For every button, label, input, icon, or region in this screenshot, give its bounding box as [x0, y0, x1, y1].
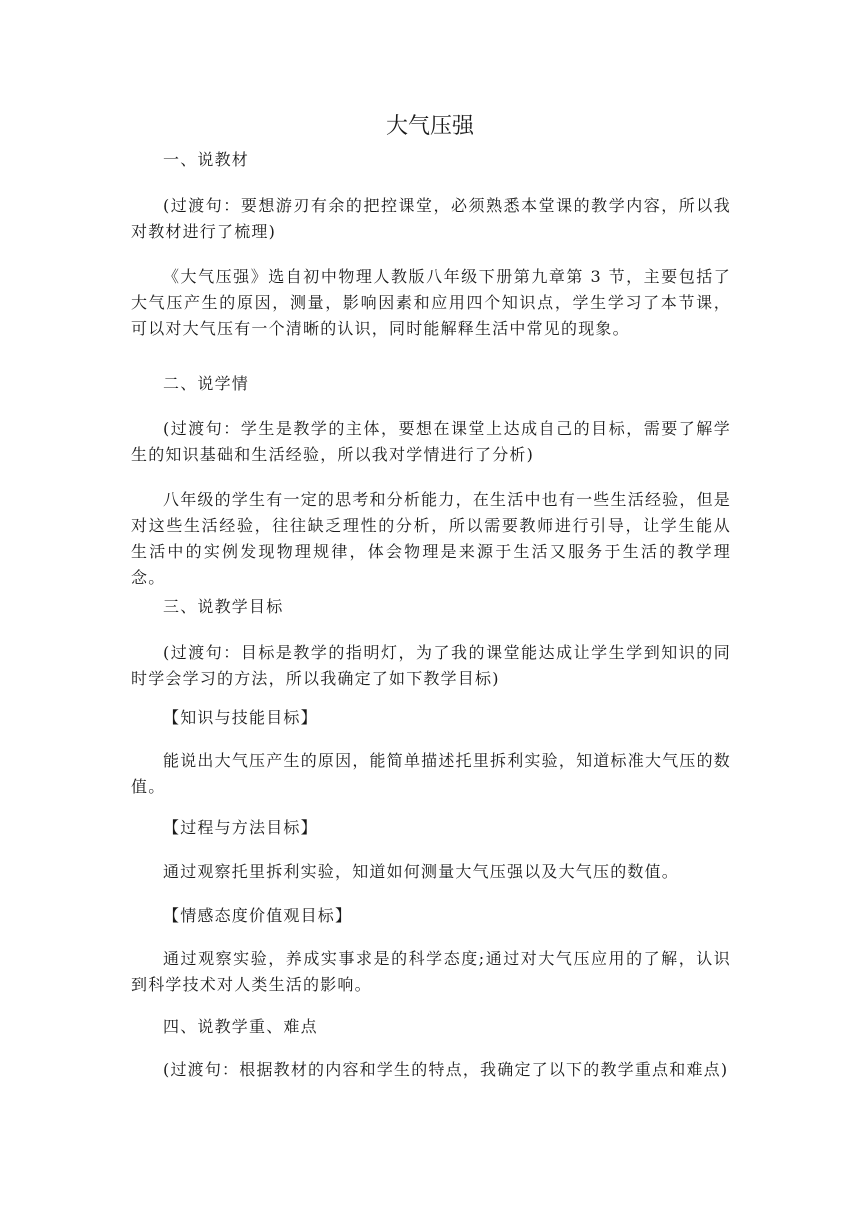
transition-paragraph-textbook: (过渡句：要想游刃有余的把控课堂，必须熟悉本堂课的教学内容，所以我对教材进行了梳理) — [131, 196, 731, 241]
section-heading-students: 二、说学情 — [163, 374, 250, 393]
section-heading-textbook: 一、说教材 — [163, 150, 250, 169]
transition-paragraph-objectives: (过渡句：目标是教学的指明灯，为了我的课堂能达成让学生学到知识的同时学会学习的方法，所以我确定了如下教学目标) — [131, 643, 731, 688]
transition-paragraph-keypoints: (过渡句：根据教材的内容和学生的特点，我确定了以下的教学重点和难点) — [163, 1060, 729, 1079]
goal-label-process: 【过程与方法目标】 — [163, 818, 318, 837]
goal-label-attitude: 【情感态度价值观目标】 — [163, 906, 353, 925]
body-paragraph-textbook: 《大气压强》选自初中物理人教版八年级下册第九章第 3 节，主要包括了大气压产生的原因，测量，影响因素和应用四个知识点，学生学习了本节课，可以对大气压有一个清晰的认识，同时能解释生活中常见的现象。 — [131, 267, 731, 338]
goal-text-attitude: 通过观察实验，养成实事求是的科学态度;通过对大气压应用的了解，认识到科学技术对人类生活的影响。 — [131, 949, 731, 994]
goal-text-process: 通过观察托里拆利实验，知道如何测量大气压强以及大气压的数值。 — [163, 862, 680, 881]
section-heading-objectives: 三、说教学目标 — [163, 597, 284, 616]
goal-label-knowledge: 【知识与技能目标】 — [163, 708, 318, 727]
goal-text-knowledge: 能说出大气压产生的原因，能简单描述托里拆利实验，知道标准大气压的数值。 — [131, 751, 731, 796]
body-paragraph-students: 八年级的学生有一定的思考和分析能力，在生活中也有一些生活经验，但是对这些生活经验，往往缺乏理性的分析，所以需要教师进行引导，让学生能从生活中的实例发现物理规律，体会物理是来源于生活又服务于生活的教学理念。 — [131, 490, 731, 587]
document-title: 大气压强 — [385, 114, 474, 139]
section-heading-keypoints: 四、说教学重、难点 — [163, 1017, 318, 1036]
transition-paragraph-students: (过渡句：学生是教学的主体，要想在课堂上达成自己的目标，需要了解学生的知识基础和生活经验，所以我对学情进行了分析) — [131, 419, 731, 464]
